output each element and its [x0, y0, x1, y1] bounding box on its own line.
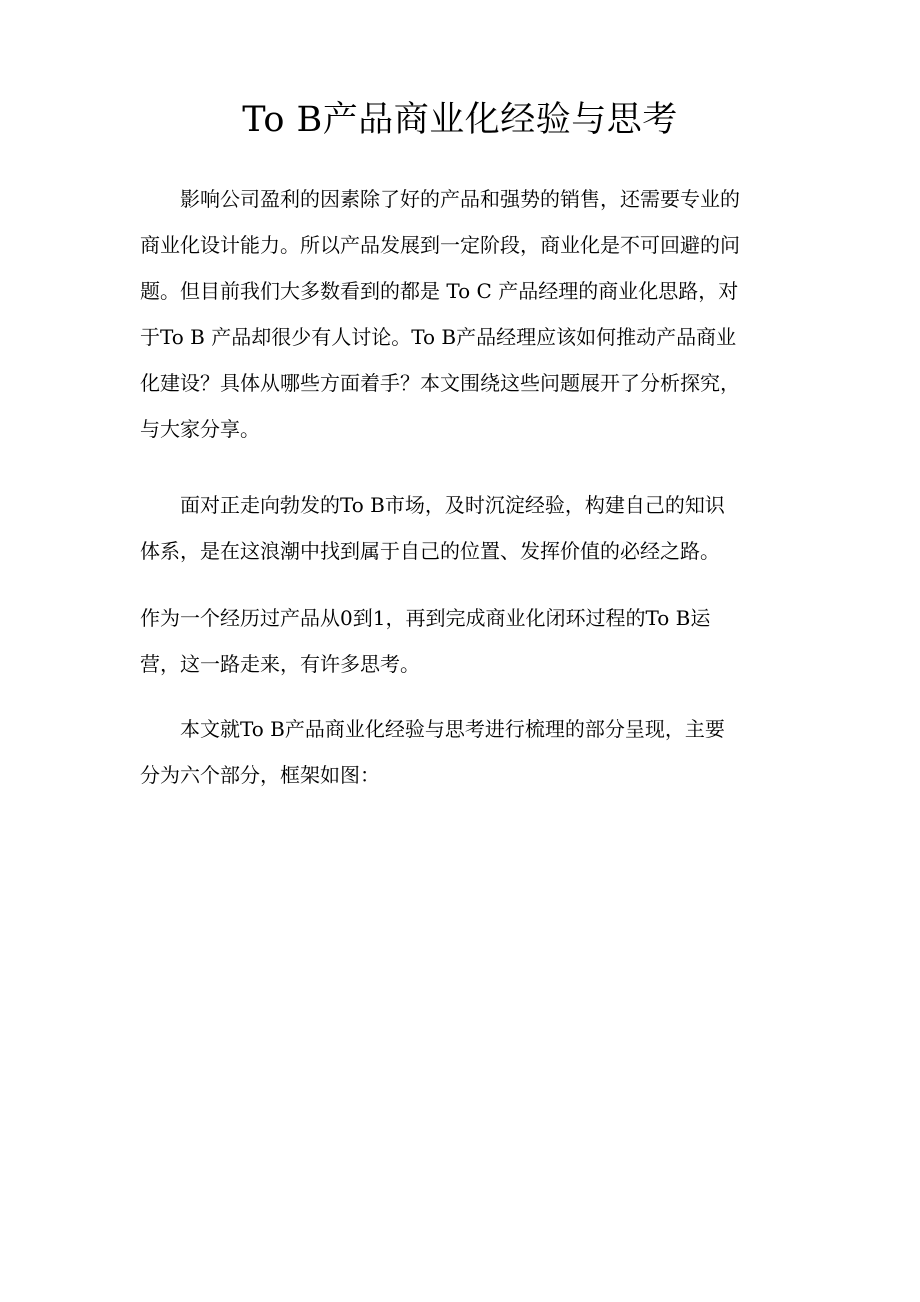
document-title: To B产品商业化经验与思考 — [242, 100, 678, 140]
paragraph-line: 体系，是在这浪潮中找到属于自己的位置、发挥价值的必经之路。 — [140, 539, 720, 563]
paragraph-line: 题。但目前我们大多数看到的都是 To C 产品经理的商业化思路，对 — [140, 279, 739, 303]
paragraph-line: 商业化设计能力。所以产品发展到一定阶段，商业化是不可回避的问 — [140, 233, 740, 257]
paragraph-line: 作为一个经历过产品从0到1，再到完成商业化闭环过程的To B运 — [140, 606, 711, 630]
paragraph-intro — [140, 186, 780, 442]
paragraph-experience — [140, 605, 780, 677]
paragraph-line: 面对正走向勃发的To B市场，及时沉淀经验，构建自己的知识 — [180, 493, 725, 517]
paragraph-line: 分为六个部分，框架如图： — [140, 763, 380, 787]
paragraph-line: 本文就To B产品商业化经验与思考进行梳理的部分呈现，主要 — [180, 717, 725, 741]
paragraph-line: 于To B 产品却很少有人讨论。To B产品经理应该如何推动产品商业 — [140, 325, 737, 349]
paragraph-line: 与大家分享。 — [140, 417, 260, 441]
paragraph-line: 化建设？具体从哪些方面着手？本文围绕这些问题展开了分析探究， — [140, 371, 740, 395]
paragraph-outline — [140, 716, 780, 788]
paragraph-line: 影响公司盈利的因素除了好的产品和强势的销售，还需要专业的 — [180, 187, 740, 211]
paragraph-line: 营，这一路走来，有许多思考。 — [140, 652, 420, 676]
paragraph-market — [140, 492, 780, 564]
